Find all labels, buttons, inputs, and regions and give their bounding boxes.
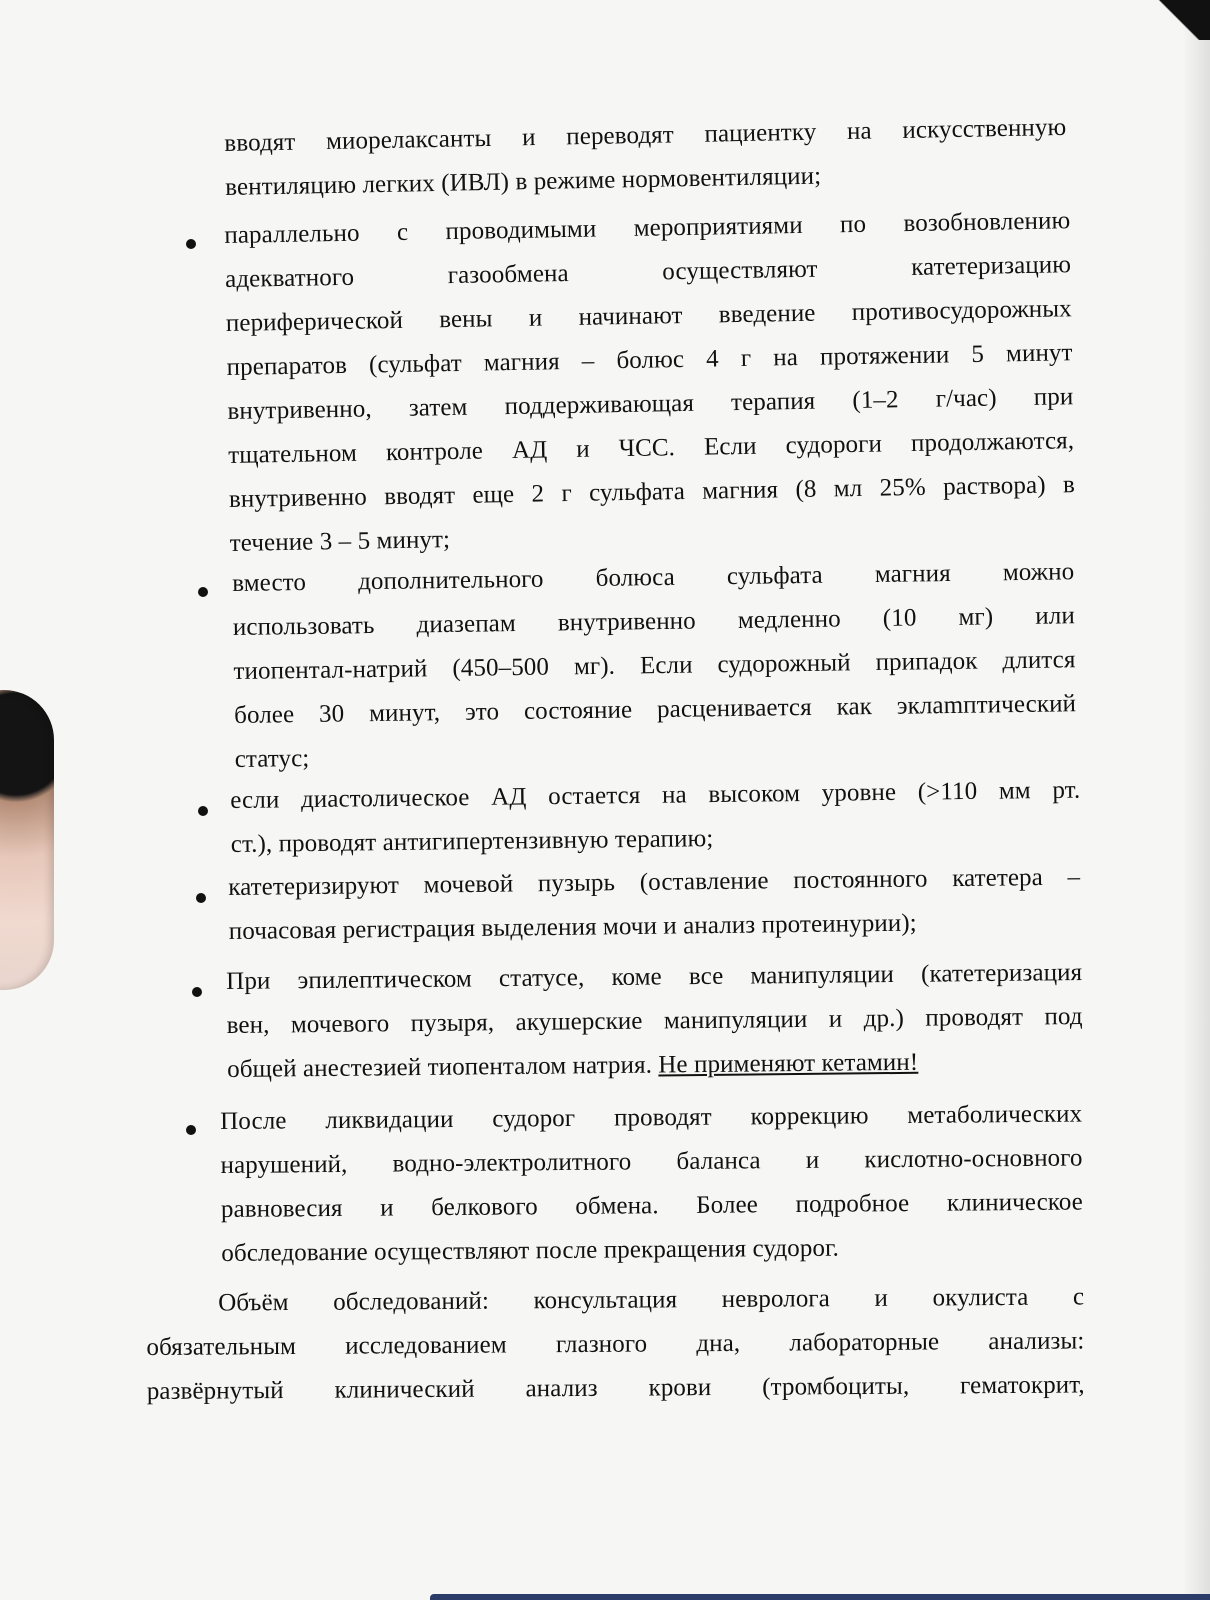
text-line: препаратов (сульфат магния – болюс 4 г на протяжении 5 минут bbox=[226, 339, 1073, 381]
text-line: адекватного газообмена осуществляют катетеризацию bbox=[224, 251, 1072, 293]
text-line: ст.), проводят антигипертензивную терапию; bbox=[230, 825, 714, 858]
text-line: более 30 минут, это состояние расценивается как эклamптический bbox=[233, 690, 1077, 729]
text-line: равновесия и белкового обмена. Более подробное клиническое bbox=[220, 1188, 1084, 1223]
text-line: вместо дополнительного болюса сульфата магния можно bbox=[232, 558, 1075, 597]
bullet-item-3 bbox=[230, 769, 1081, 867]
underlined-warning: Не применяют кетамин! bbox=[658, 1048, 919, 1079]
text-line: обследование осуществляют после прекращения судорог. bbox=[221, 1234, 840, 1267]
text-line: внутривенно, затем поддерживающая терапия (1–2 г/час) при bbox=[227, 383, 1074, 425]
bullet-item-6 bbox=[220, 1092, 1084, 1276]
bullet-point bbox=[192, 987, 202, 997]
text-line: внутривенно вводят еще 2 г сульфата магния (8 мл 25% раствора) в bbox=[228, 471, 1076, 513]
text-segment: общей анестезией тиопенталом натрия. bbox=[227, 1051, 659, 1083]
text-line: нарушений, водно-электролитного баланса и кислотно-основного bbox=[220, 1144, 1083, 1179]
text-line: После ликвидации судорог проводят коррекцию метаболических bbox=[220, 1100, 1083, 1135]
text-line: катетеризируют мочевой пузырь (оставление постоянного катетера – bbox=[228, 863, 1081, 901]
text-line: вентиляцию легких (ИВЛ) в режиме нормовентиляции; bbox=[224, 162, 822, 201]
bullet-point bbox=[198, 806, 208, 816]
text-line: течение 3 – 5 минут; bbox=[229, 526, 451, 557]
text-line: Объём обследований: консультация невролога и окулиста с bbox=[218, 1283, 1085, 1317]
bullet-item-2 bbox=[232, 550, 1077, 782]
bullet-point bbox=[196, 893, 206, 903]
bullet-item-1 bbox=[224, 199, 1076, 566]
text-line: обязательным исследованием глазного дна, лабораторные анализы: bbox=[146, 1327, 1085, 1361]
text-line: статус; bbox=[234, 744, 310, 773]
bullet-point bbox=[186, 239, 196, 249]
bullet-point bbox=[186, 1125, 196, 1135]
text-line: параллельно с проводимыми мероприятиями по возобновлению bbox=[224, 207, 1071, 249]
text-line: При эпилептическом статусе, коме все манипуляции (катетеризация bbox=[226, 959, 1083, 995]
text-line: вводят миорелаксанты и переводят пациентку на искусственную bbox=[224, 113, 1067, 157]
paragraph-continuation bbox=[224, 106, 1068, 210]
bullet-point bbox=[198, 587, 208, 597]
text-line: тщательном контроле АД и ЧСС. Если судороги продолжаются, bbox=[227, 427, 1075, 469]
bullet-item-5 bbox=[226, 951, 1083, 1092]
text-line: вен, мочевого пузыря, акушерские манипуляции и др.) проводят под bbox=[226, 1003, 1083, 1039]
text-line: развёрнутый клинический анализ крови (тромбоциты, гематокрит, bbox=[146, 1371, 1085, 1405]
paragraph-final bbox=[146, 1275, 1085, 1414]
text-line: тиопентал-натрий (450–500 мг). Если судорожный припадок длится bbox=[233, 646, 1076, 685]
text-line: почасовая регистрация выделения мочи и анализ протеинурии); bbox=[228, 909, 917, 945]
text-line bbox=[227, 1039, 1083, 1092]
text-line: если диастолическое АД остается на высоком уровне (>110 мм рт. bbox=[230, 776, 1081, 814]
text-line: периферической вены и начинают введение противосудорожных bbox=[225, 295, 1073, 337]
bullet-item-4 bbox=[228, 856, 1081, 954]
text-line: использовать диазепам внутривенно медленно (10 мг) или bbox=[232, 602, 1076, 641]
